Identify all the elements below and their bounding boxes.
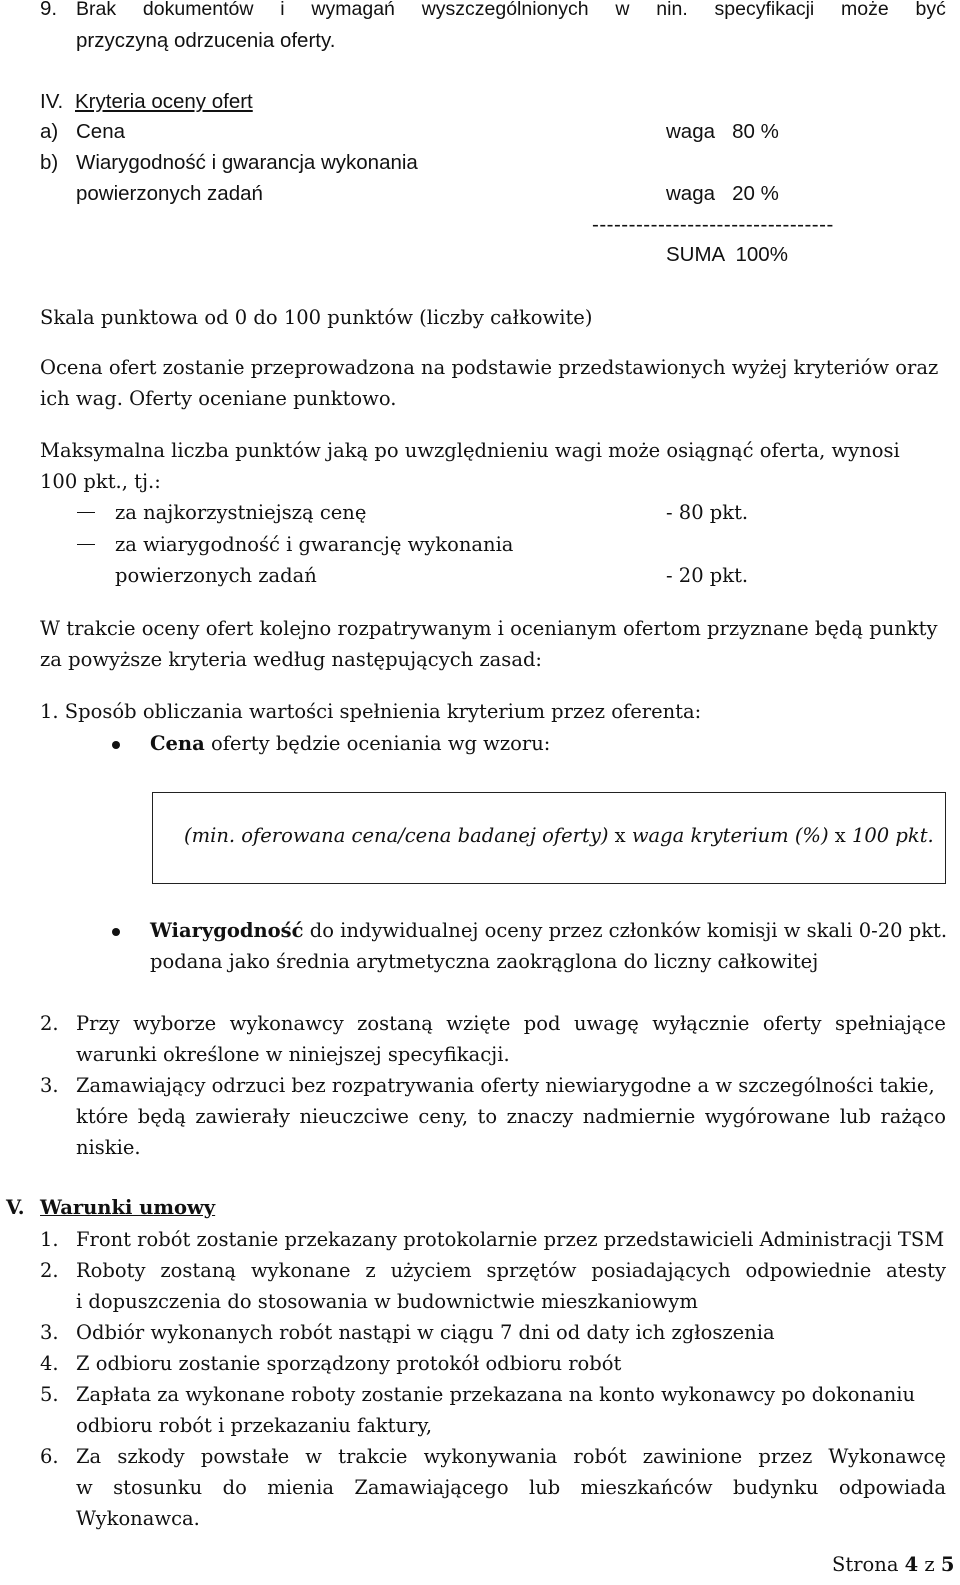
s5-item6-number: 6.: [40, 1445, 59, 1468]
criteria-b-marker: b): [40, 151, 59, 174]
page-number: [832, 1550, 954, 1580]
bullet2-text: [150, 916, 947, 946]
formula-part3: waga kryterium (%): [631, 824, 829, 847]
dash2-label-line1: za wiarygodność i gwarancję wykonania: [115, 533, 514, 556]
para2-line2: 100 pkt., tj.:: [40, 470, 161, 493]
bullet2-rest: do indywidualnej oceny przez członków komisji w skali 0-20 pkt.: [303, 919, 948, 942]
s5-item5-line1: Zapłata za wykonane roboty zostanie przekazana na konto wykonawcy po dokonaniu: [76, 1383, 916, 1406]
step2-line1: Przy wyborze wykonawcy zostaną wzięte pod uwagę wyłącznie oferty spełniające: [76, 1012, 946, 1035]
criteria-a-label: Cena: [76, 120, 126, 143]
s5-item6-line2: w stosunku do mienia Zamawiającego lub mieszkańców budynku odpowiada: [76, 1476, 946, 1499]
page-prefix: Strona: [832, 1553, 905, 1576]
section5-title: Warunki umowy: [40, 1196, 216, 1219]
criteria-a-weight: waga 80 %: [666, 120, 779, 143]
step3-line3: niskie.: [76, 1136, 141, 1159]
page-total: 5: [940, 1553, 955, 1576]
para1-line1: Ocena ofert zostanie przeprowadzona na podstawie przedstawionych wyżej kryteriów oraz: [40, 356, 939, 379]
para3-line1: W trakcie oceny ofert kolejno rozpatrywanym i ocenianym ofertom przyznane będą punkty: [40, 617, 938, 640]
dash-marker-1: [77, 512, 95, 513]
page-sep: z: [918, 1553, 941, 1576]
section4-number: IV.: [40, 90, 64, 113]
s5-item3-line1: Odbiór wykonanych robót nastąpi w ciągu 7 dni od daty ich zgłoszenia: [76, 1321, 775, 1344]
section4-title: Kryteria oceny ofert: [75, 90, 253, 113]
bullet1-rest: oferty będzie oceniania wg wzoru:: [204, 732, 551, 755]
para2-line1: Maksymalna liczba punktów jaką po uwzględnieniu wagi może osiągnąć oferta, wynosi: [40, 439, 900, 462]
s5-item1-number: 1.: [40, 1228, 59, 1251]
para3-line2: za powyższe kryteria według następujących zasad:: [40, 648, 542, 671]
step3-line1: Zamawiający odrzuci bez rozpatrywania oferty niewiarygodne a w szczególności takie,: [76, 1074, 935, 1097]
item9-line1: Brak dokumentów i wymagań wyszczególnionych w nin. specyfikacji może być: [76, 0, 946, 20]
dash2-points: - 20 pkt.: [666, 564, 749, 587]
dash1-points: - 80 pkt.: [666, 501, 749, 524]
s5-item5-line2: odbioru robót i przekazaniu faktury,: [76, 1414, 433, 1437]
s5-item4-line1: Z odbioru zostanie sporządzony protokół odbioru robót: [76, 1352, 622, 1375]
page-current: 4: [904, 1553, 919, 1576]
dash-marker-2: [77, 544, 95, 545]
formula-part1: (min. oferowana cena/cena badanej oferty): [184, 824, 609, 847]
formula-part4: x: [828, 824, 852, 847]
bullet-marker-2: [112, 928, 120, 936]
s5-item1-line1: Front robót zostanie przekazany protokolarnie przez przedstawicieli Administracji TSM: [76, 1228, 945, 1251]
bullet1-text: [150, 729, 550, 759]
criteria-b-label-line1: Wiarygodność i gwarancja wykonania: [76, 151, 418, 174]
formula-part5: 100 pkt.: [851, 824, 934, 847]
step2-line2: warunki określone w niniejszej specyfikacji.: [76, 1043, 510, 1066]
criteria-sum: SUMA 100%: [666, 243, 788, 266]
para1-line2: ich wag. Oferty oceniane punktowo.: [40, 387, 397, 410]
section5-number: V.: [6, 1196, 25, 1219]
formula-part2: x: [608, 824, 632, 847]
s5-item6-line1: Za szkody powstałe w trakcie wykonywania robót zawinione przez Wykonawcę: [76, 1445, 946, 1468]
step1-text: 1. Sposób obliczania wartości spełnienia kryterium przez oferenta:: [40, 700, 702, 723]
step2-number: 2.: [40, 1012, 59, 1035]
dash1-label: za najkorzystniejszą cenę: [115, 501, 367, 524]
bullet1-bold: Cena: [150, 732, 205, 755]
criteria-b-weight: waga 20 %: [666, 182, 779, 205]
s5-item2-line2: i dopuszczenia do stosowania w budownictwie mieszkaniowym: [76, 1290, 698, 1313]
s5-item6-line3: Wykonawca.: [76, 1507, 200, 1530]
s5-item5-number: 5.: [40, 1383, 59, 1406]
criteria-separator: ---------------------------------: [592, 213, 834, 236]
formula-text: [184, 821, 934, 851]
bullet2-bold: Wiarygodność: [150, 919, 304, 942]
s5-item2-number: 2.: [40, 1259, 59, 1282]
bullet2-line2: podana jako średnia arytmetyczna zaokrąglona do liczny całkowitej: [150, 950, 819, 973]
criteria-a-marker: a): [40, 120, 59, 143]
criteria-b-label-line2: powierzonych zadań: [76, 182, 263, 205]
s5-item2-line1: Roboty zostaną wykonane z użyciem sprzętów posiadających odpowiednie atesty: [76, 1259, 946, 1282]
item9-number: 9.: [40, 0, 58, 20]
item9-line2: przyczyną odrzucenia oferty.: [76, 29, 336, 52]
step3-line2: które będą zawierały nieuczciwe ceny, to znaczy nadmiernie wygórowane lub rażąco: [76, 1105, 946, 1128]
step3-number: 3.: [40, 1074, 59, 1097]
bullet-marker-1: [112, 741, 120, 749]
scale-text: Skala punktowa od 0 do 100 punktów (liczby całkowite): [40, 306, 593, 329]
s5-item4-number: 4.: [40, 1352, 59, 1375]
dash2-label-line2: powierzonych zadań: [115, 564, 317, 587]
s5-item3-number: 3.: [40, 1321, 59, 1344]
